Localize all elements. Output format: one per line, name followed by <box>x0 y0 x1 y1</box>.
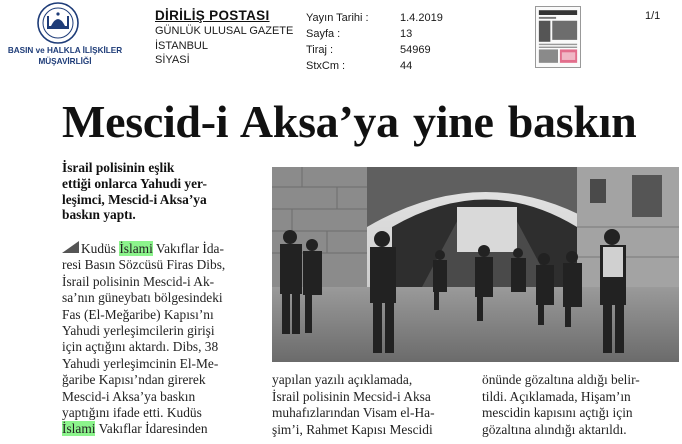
lead-line: baskın yaptı. <box>62 207 136 223</box>
lead-line: leşimci, Mescid-i Aksa’ya <box>62 191 207 207</box>
body-column-1 <box>62 241 270 438</box>
body-column-3 <box>482 372 682 438</box>
body-line: resi Basın Sözcüsü Firas Dibs, <box>62 257 226 273</box>
page-thumbnail[interactable] <box>535 6 581 68</box>
publication-meta <box>306 10 470 74</box>
body-text: Vakıflar İda- <box>152 241 224 256</box>
source-info <box>155 8 293 68</box>
meta-value: 1.4.2019 <box>400 12 443 24</box>
meta-value: 13 <box>400 28 413 40</box>
body-line: İsrail polisinin Mecsid-i Aksa <box>272 388 431 404</box>
agency-logo-block <box>0 0 130 72</box>
meta-value: 54969 <box>400 44 431 56</box>
meta-value: 44 <box>400 60 413 72</box>
meta-row-page <box>306 26 470 42</box>
meta-label: Yayın Tarihi : <box>306 12 369 24</box>
agency-name <box>0 45 130 67</box>
body-line: önünde gözaltına aldığı belir- <box>482 372 640 387</box>
body-line: şim’i, Rahmet Kapısı Mescidi <box>272 421 433 437</box>
body-line: ğaribe Kapısı’ndan girerek <box>62 372 206 388</box>
meta-row-date <box>306 10 470 26</box>
lead-line: İsrail polisinin eşlik <box>62 160 175 175</box>
body-line <box>62 421 270 437</box>
body-line: muhafızlarından Visam el-Ha- <box>272 405 435 421</box>
body-line: İsrail polisinin Mescid-i Ak- <box>62 273 215 289</box>
newspaper-city: İSTANBUL <box>155 39 208 52</box>
body-text: Kudüs <box>81 241 120 256</box>
agency-name-line2: MÜŞAVİRLİĞİ <box>38 57 92 66</box>
body-line: yapılan yazılı açıklamada, <box>272 372 413 387</box>
lead-line: ettiği onlarca Yahudi yer- <box>62 175 207 191</box>
article-lead <box>62 160 270 223</box>
body-text: Vakıflar İdaresinden <box>95 421 208 437</box>
news-photo <box>272 167 679 362</box>
body-line: Mescid-i Aksa’ya baskın <box>62 388 196 404</box>
meta-label: Sayfa : <box>306 28 341 40</box>
meta-row-circulation <box>306 42 470 58</box>
body-line: için açtığını aktardı. Dibs, 38 <box>62 339 219 355</box>
body-line: Fas (El-Meğaribe) Kapısı’nı <box>62 306 214 322</box>
agency-seal-icon <box>37 2 79 44</box>
paragraph-marker-icon <box>62 241 79 253</box>
newspaper-name: DİRİLİŞ POSTASI <box>155 8 270 23</box>
meta-label: StxCm : <box>306 60 346 72</box>
body-line: Yahudi yerleşimcinin El-Me- <box>62 355 219 371</box>
body-line: tildi. Açıklamada, Hişam’ın <box>482 388 631 404</box>
body-line: gözaltına alındığı aktarıldı. <box>482 421 627 437</box>
page-count: 1/1 <box>645 10 661 22</box>
newspaper-scope: GÜNLÜK ULUSAL GAZETE <box>155 25 294 37</box>
meta-row-stxcm <box>306 58 470 74</box>
body-line: Yahudi yerleşimcilerin girişi <box>62 323 215 339</box>
newspaper-section: SİYASİ <box>155 54 190 66</box>
keyword-highlight: İslami <box>62 421 96 437</box>
agency-name-line1: BASIN ve HALKLA İLİŞKİLER <box>7 46 123 55</box>
body-line <box>62 241 270 257</box>
meta-label: Tiraj : <box>306 44 334 56</box>
body-column-2 <box>272 372 472 438</box>
article-headline: Mescid-i Aksa’ya yine baskın <box>62 96 637 147</box>
body-line: mescidin kapısını açtığı için <box>482 405 633 421</box>
body-line: yaptığını ifade etti. Kudüs <box>62 405 202 421</box>
body-line: sa’nın güneybatı bölgesindeki <box>62 290 223 306</box>
keyword-highlight: İslami <box>119 241 153 256</box>
